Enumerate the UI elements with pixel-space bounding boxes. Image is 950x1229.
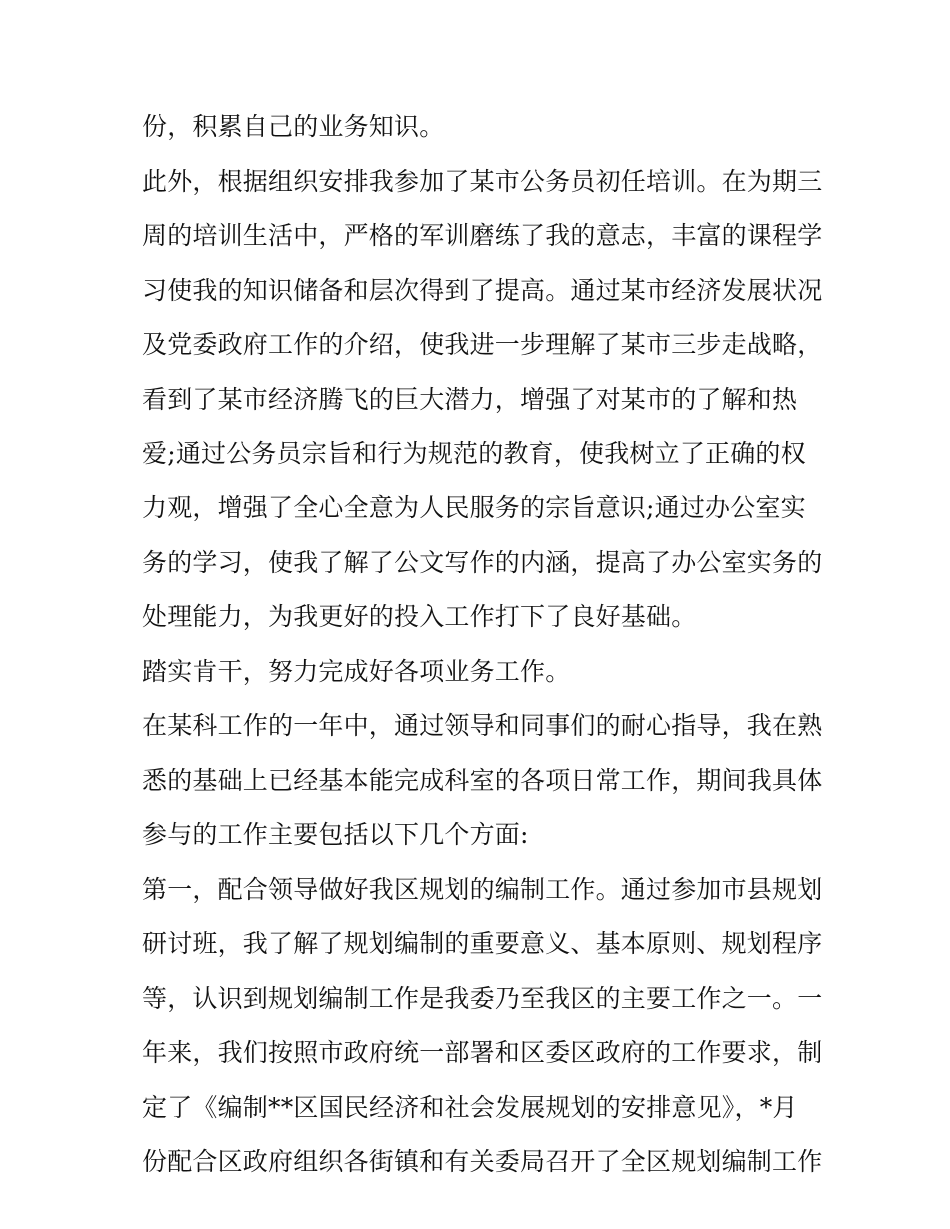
text-line: 爱;通过公务员宗旨和行为规范的教育，使我树立了正确的权 [142, 439, 806, 468]
text-line: 此外，根据组织安排我参加了某市公务员初任培训。在为期三 [142, 167, 823, 196]
text-line: 悉的基础上已经基本能完成科室的各项日常工作，期间我具体 [142, 766, 823, 795]
text-line: 习使我的知识储备和层次得到了提高。通过某市经济发展状况 [142, 276, 823, 305]
text-line: 看到了某市经济腾飞的巨大潜力，增强了对某市的了解和热 [142, 385, 798, 414]
text-line: 等，认识到规划编制工作是我委乃至我区的主要工作之一。一 [142, 984, 823, 1013]
text-line: 务的学习，使我了解了公文写作的内涵，提高了办公室实务的 [142, 548, 823, 577]
text-line: 参与的工作主要包括以下几个方面: [142, 820, 529, 849]
text-line: 定了《编制**区国民经济和社会发展规划的安排意见》，*月 [142, 1093, 798, 1122]
text-line: 份，积累自己的业务知识。 [142, 112, 445, 141]
text-line: 份配合区政府组织各街镇和有关委局召开了全区规划编制工作 [142, 1147, 823, 1176]
text-line: 在某科工作的一年中，通过领导和同事们的耐心指导，我在熟 [142, 711, 823, 740]
text-line: 处理能力，为我更好的投入工作打下了良好基础。 [142, 602, 697, 631]
text-line: 周的培训生活中，严格的军训磨练了我的意志，丰富的课程学 [142, 221, 823, 250]
text-line: 及党委政府工作的介绍，使我进一步理解了某市三步走战略， [142, 330, 823, 359]
text-line: 研讨班，我了解了规划编制的重要意义、基本原则、规划程序 [142, 929, 823, 958]
text-line: 踏实肯干，努力完成好各项业务工作。 [142, 657, 571, 686]
text-line: 力观，增强了全心全意为人民服务的宗旨意识;通过办公室实 [142, 493, 806, 522]
text-line: 第一，配合领导做好我区规划的编制工作。通过参加市县规划 [142, 875, 823, 904]
text-line: 年来，我们按照市政府统一部署和区委区政府的工作要求，制 [142, 1038, 823, 1067]
